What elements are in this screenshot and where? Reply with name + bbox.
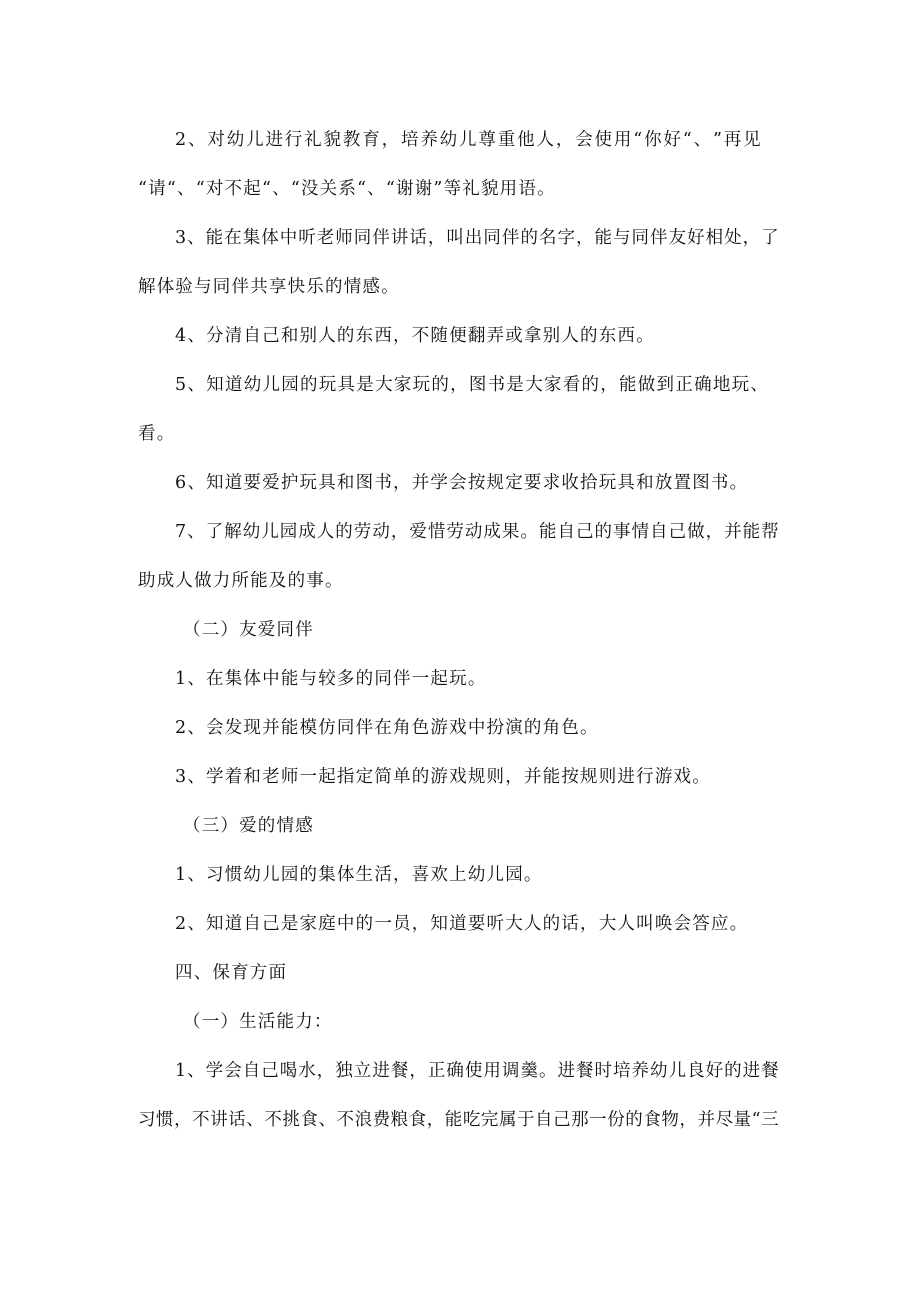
- glyph: 家: [393, 375, 412, 395]
- glyph: 的: [581, 375, 599, 395]
- glyph: 出: [464, 228, 483, 248]
- glyph: 完: [480, 1110, 499, 1130]
- glyph: 不: [336, 1110, 355, 1130]
- glyph: 用: [483, 1061, 501, 1081]
- glyph: 自: [557, 522, 575, 542]
- glyph: ，: [426, 1110, 445, 1130]
- glyph: 教: [342, 130, 361, 150]
- glyph: 物: [661, 1110, 679, 1130]
- glyph: 讲: [390, 228, 409, 248]
- glyph: 2: [175, 130, 187, 150]
- glyph: “: [751, 1110, 761, 1130]
- paragraph-line: [175, 520, 779, 544]
- glyph: 伴: [501, 228, 520, 248]
- glyph: 、: [187, 228, 205, 248]
- glyph: 良: [687, 1061, 705, 1081]
- glyph: 相: [705, 228, 724, 248]
- paragraph-line: [175, 373, 768, 397]
- glyph: 与: [613, 228, 631, 248]
- glyph: 水: [298, 1061, 316, 1081]
- glyph: ，: [679, 1110, 697, 1130]
- glyph: 使: [464, 1061, 483, 1081]
- glyph: 的: [625, 1110, 643, 1130]
- glyph: 3: [175, 228, 187, 248]
- glyph: 大: [525, 375, 543, 395]
- glyph: 不: [192, 1110, 210, 1130]
- glyph: ，: [316, 1061, 335, 1081]
- glyph: 帮: [761, 522, 779, 542]
- glyph: 同: [631, 228, 650, 248]
- glyph: 集: [242, 228, 261, 248]
- glyph: 于: [516, 1110, 535, 1130]
- glyph: 果: [501, 522, 520, 542]
- glyph: 食: [300, 1110, 318, 1130]
- paragraph-line: 1、习惯幼儿园的集体生活，喜欢上幼儿园。: [175, 865, 543, 885]
- glyph: 貌: [323, 130, 342, 150]
- glyph: 幼: [650, 1061, 668, 1081]
- glyph: 、: [318, 1110, 336, 1130]
- glyph: 属: [498, 1110, 517, 1130]
- glyph: 书: [487, 375, 506, 395]
- glyph: 做: [687, 522, 705, 542]
- glyph: 中: [279, 228, 298, 248]
- glyph: 培: [400, 130, 419, 150]
- glyph: 不: [264, 1110, 282, 1130]
- glyph: 一: [589, 1110, 607, 1130]
- glyph: 好: [687, 228, 705, 248]
- paragraph-line: [175, 1059, 779, 1083]
- glyph: 劳: [353, 522, 372, 542]
- paragraph-line: 看。: [138, 424, 176, 444]
- glyph: 幼: [226, 130, 245, 150]
- glyph: 成: [483, 522, 501, 542]
- glyph: 看: [562, 375, 581, 395]
- glyph: 师: [335, 228, 353, 248]
- glyph: 并: [697, 1110, 715, 1130]
- glyph: 玩: [412, 375, 431, 395]
- glyph: 费: [372, 1110, 391, 1130]
- glyph: 他: [517, 130, 535, 150]
- glyph: 。: [538, 1061, 557, 1081]
- glyph: 重: [497, 130, 516, 150]
- paragraph-line: 2、会发现并能模仿同伴在角色游戏中扮演的角色。: [175, 718, 599, 738]
- glyph: 你: [644, 130, 662, 150]
- glyph: 己: [575, 522, 594, 542]
- paragraph-line: 1、在集体中能与较多的同伴一起玩。: [175, 669, 487, 689]
- glyph: 进: [742, 1061, 761, 1081]
- glyph: 确: [694, 375, 712, 395]
- glyph: 园: [279, 522, 298, 542]
- glyph: 道: [224, 375, 243, 395]
- glyph: 时: [594, 1061, 612, 1081]
- glyph: 调: [501, 1061, 520, 1081]
- glyph: 三: [761, 1110, 779, 1130]
- glyph: 处: [724, 228, 742, 248]
- glyph: 人: [536, 130, 554, 150]
- glyph: 同: [353, 228, 372, 248]
- glyph: 能: [742, 522, 761, 542]
- glyph: 话: [228, 1110, 246, 1130]
- glyph: 自: [242, 1061, 261, 1081]
- glyph: 玩: [318, 375, 337, 395]
- glyph: 儿: [262, 375, 280, 395]
- glyph: 事: [613, 522, 631, 542]
- glyph: 、: [693, 130, 712, 150]
- glyph: 具: [337, 375, 356, 395]
- glyph: 爱: [409, 522, 427, 542]
- glyph: 自: [535, 1110, 553, 1130]
- glyph: 动: [372, 522, 390, 542]
- glyph: 人: [316, 522, 335, 542]
- glyph: 好: [705, 1061, 724, 1081]
- glyph: 用: [613, 130, 632, 150]
- glyph: ，: [705, 522, 724, 542]
- glyph: 能: [538, 522, 557, 542]
- glyph: 在: [224, 228, 242, 248]
- glyph: 了: [761, 228, 779, 248]
- glyph: 做: [637, 375, 656, 395]
- paragraph-line: [175, 226, 779, 250]
- glyph: 幼: [243, 375, 262, 395]
- glyph: 挑: [282, 1110, 300, 1130]
- glyph: 那: [571, 1110, 589, 1130]
- glyph: 正: [427, 1061, 446, 1081]
- glyph: ，: [174, 1110, 192, 1130]
- glyph: 动: [464, 522, 483, 542]
- glyph: 会: [575, 130, 593, 150]
- glyph: 独: [335, 1061, 353, 1081]
- glyph: 己: [261, 1061, 279, 1081]
- glyph: “: [633, 130, 643, 150]
- glyph: 再: [723, 130, 742, 150]
- paragraph-line: [175, 128, 761, 152]
- glyph: 是: [506, 375, 524, 395]
- paragraph-line: 6、知道要爱护玩具和图书，并学会按规定要求收拾玩具和放置图书。: [175, 473, 749, 493]
- glyph: 进: [265, 130, 283, 150]
- glyph: 立: [353, 1061, 372, 1081]
- glyph: ，: [450, 375, 468, 395]
- glyph: 的: [724, 1061, 742, 1081]
- glyph: ，: [409, 1061, 427, 1081]
- glyph: 的: [335, 522, 353, 542]
- glyph: 老: [316, 228, 335, 248]
- glyph: 伴: [372, 228, 390, 248]
- glyph: 话: [409, 228, 427, 248]
- paragraph-line: 助成人做力所能及的事。: [138, 571, 344, 591]
- glyph: 食: [408, 1110, 427, 1130]
- glyph: 能: [444, 1110, 463, 1130]
- glyph: 幼: [242, 522, 261, 542]
- glyph: 7: [175, 522, 187, 542]
- glyph: 讲: [210, 1110, 228, 1130]
- glyph: 对: [207, 130, 225, 150]
- glyph: 伴: [650, 228, 668, 248]
- glyph: 确: [446, 1061, 464, 1081]
- glyph: 会: [224, 1061, 242, 1081]
- glyph: 1: [175, 1061, 187, 1081]
- glyph: 使: [594, 130, 613, 150]
- glyph: 、: [188, 130, 206, 150]
- paragraph-line: 4、分清自己和别人的东西，不随便翻弄或拿别人的东西。: [175, 326, 655, 346]
- glyph: 解: [224, 522, 242, 542]
- glyph: 儿: [459, 130, 477, 150]
- glyph: 的: [300, 375, 318, 395]
- section-heading: （一）生活能力：: [183, 1012, 333, 1032]
- paragraph-line: 3、学着和老师一起指定简单的游戏规则，并能按规则进行游戏。: [175, 767, 711, 787]
- glyph: ，: [555, 130, 574, 150]
- glyph: 情: [631, 522, 650, 542]
- paragraph-line: 2、知道自己是家庭中的一员，知道要听大人的话，大人叫唤会答应。: [175, 914, 749, 934]
- glyph: 惜: [427, 522, 446, 542]
- glyph: 尽: [715, 1110, 733, 1130]
- glyph: 餐: [761, 1061, 779, 1081]
- glyph: 习: [138, 1110, 156, 1130]
- glyph: 家: [543, 375, 562, 395]
- glyph: 知: [206, 375, 224, 395]
- glyph: 幼: [439, 130, 458, 150]
- glyph: 养: [631, 1061, 650, 1081]
- glyph: 粮: [390, 1110, 409, 1130]
- glyph: 体: [261, 228, 279, 248]
- glyph: 正: [675, 375, 693, 395]
- glyph: 羹: [520, 1061, 538, 1081]
- section-heading: （二）友爱同伴: [183, 620, 314, 640]
- glyph: ，: [390, 522, 409, 542]
- glyph: 的: [594, 522, 612, 542]
- paragraph-line: [138, 1108, 779, 1132]
- glyph: 大: [375, 375, 393, 395]
- glyph: 好: [663, 130, 681, 150]
- glyph: 同: [483, 228, 501, 248]
- glyph: 图: [468, 375, 487, 395]
- glyph: 见: [743, 130, 761, 150]
- glyph: ，: [742, 228, 761, 248]
- glyph: 养: [420, 130, 438, 150]
- glyph: 的: [431, 375, 449, 395]
- glyph: 是: [356, 375, 374, 395]
- glyph: 玩: [731, 375, 750, 395]
- glyph: 餐: [575, 1061, 594, 1081]
- glyph: 量: [733, 1110, 752, 1130]
- glyph: 名: [538, 228, 557, 248]
- glyph: 能: [619, 375, 637, 395]
- paragraph-line: 解体验与同伴共享快乐的情感。: [138, 277, 400, 297]
- glyph: 能: [205, 228, 224, 248]
- glyph: 成: [298, 522, 316, 542]
- glyph: 到: [656, 375, 675, 395]
- glyph: ，: [381, 130, 400, 150]
- glyph: 的: [520, 228, 538, 248]
- glyph: 餐: [390, 1061, 409, 1081]
- glyph: 己: [553, 1110, 571, 1130]
- section-heading: 四、保育方面: [175, 963, 288, 983]
- glyph: 行: [284, 130, 303, 150]
- glyph: 了: [205, 522, 224, 542]
- glyph: 尊: [478, 130, 496, 150]
- glyph: 能: [594, 228, 612, 248]
- glyph: 喝: [279, 1061, 298, 1081]
- section-heading: （三）爱的情感: [183, 816, 314, 836]
- glyph: 听: [298, 228, 316, 248]
- glyph: 5: [175, 375, 187, 395]
- glyph: 、: [187, 522, 205, 542]
- glyph: 并: [724, 522, 742, 542]
- glyph: 学: [205, 1061, 224, 1081]
- glyph: 己: [668, 522, 687, 542]
- glyph: 、: [750, 375, 768, 395]
- glyph: 儿: [261, 522, 279, 542]
- glyph: 食: [643, 1110, 661, 1130]
- glyph: 叫: [446, 228, 464, 248]
- glyph: 、: [246, 1110, 264, 1130]
- glyph: 进: [557, 1061, 575, 1081]
- glyph: ，: [575, 228, 594, 248]
- glyph: 培: [613, 1061, 631, 1081]
- glyph: 字: [557, 228, 575, 248]
- glyph: “: [682, 130, 692, 150]
- glyph: 自: [650, 522, 668, 542]
- glyph: 儿: [668, 1061, 687, 1081]
- glyph: 礼: [304, 130, 322, 150]
- glyph: 惯: [156, 1110, 174, 1130]
- glyph: 吃: [462, 1110, 481, 1130]
- glyph: 劳: [446, 522, 464, 542]
- glyph: 、: [187, 1061, 205, 1081]
- glyph: 地: [712, 375, 731, 395]
- glyph: ”: [712, 130, 722, 150]
- glyph: 儿: [246, 130, 264, 150]
- glyph: 。: [520, 522, 538, 542]
- glyph: 、: [187, 375, 205, 395]
- glyph: 育: [362, 130, 380, 150]
- glyph: 份: [607, 1110, 625, 1130]
- glyph: ，: [600, 375, 618, 395]
- glyph: ，: [427, 228, 446, 248]
- paragraph-line: “请“、“对不起“、“没关系“、“谢谢”等礼貌用语。: [138, 179, 556, 199]
- glyph: 浪: [354, 1110, 373, 1130]
- glyph: 进: [372, 1061, 390, 1081]
- glyph: 园: [281, 375, 299, 395]
- glyph: 友: [668, 228, 687, 248]
